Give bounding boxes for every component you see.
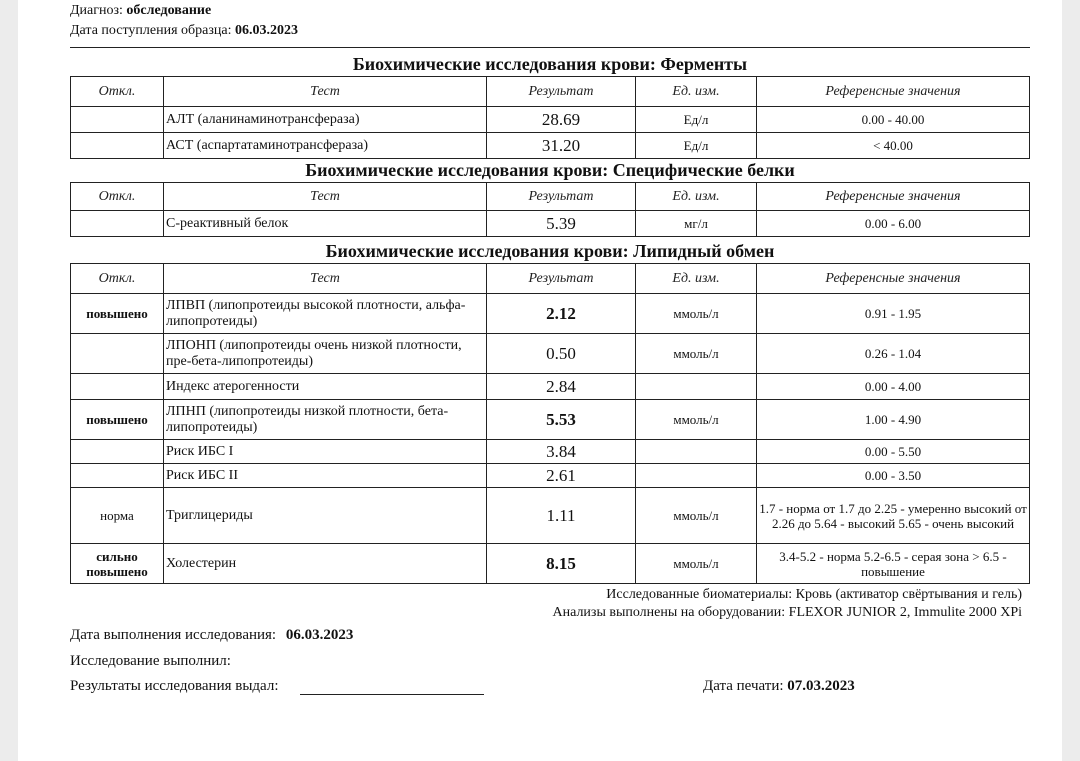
- row-unit: ммоль/л: [636, 400, 757, 440]
- sample-date-label: Дата поступления образца:: [70, 23, 232, 38]
- row-test: ЛПНП (липопротеиды низкой плотности, бета-липопротеиды): [164, 400, 487, 440]
- exec-date-label: Дата выполнения исследования:: [70, 627, 277, 643]
- exec-date-value: 06.03.2023: [285, 627, 354, 643]
- table-row: [71, 211, 1030, 237]
- row-unit: мг/л: [636, 211, 757, 237]
- row-reference: 0.00 - 3.50: [757, 464, 1030, 488]
- row-result: 28.69: [487, 107, 636, 133]
- row-unit: ммоль/л: [636, 334, 757, 374]
- row-result: 1.11: [487, 488, 636, 544]
- row-test: Индекс атерогенности: [164, 374, 487, 400]
- col-result: Результат: [487, 77, 636, 107]
- row-unit: ммоль/л: [636, 488, 757, 544]
- row-test: Триглицериды: [164, 488, 487, 544]
- row-unit: [636, 440, 757, 464]
- table-header-row: [71, 77, 1030, 107]
- row-flag: сильно повышено: [71, 544, 164, 584]
- row-reference: 0.00 - 5.50: [757, 440, 1030, 464]
- row-unit: [636, 374, 757, 400]
- signature-line: [300, 680, 484, 695]
- section-title-enzymes: Биохимические исследования крови: Ферменты: [352, 54, 748, 74]
- row-flag: [71, 107, 164, 133]
- row-test: Риск ИБС I: [164, 440, 487, 464]
- row-flag: повышено: [71, 294, 164, 334]
- row-flag: [71, 440, 164, 464]
- performed-by-line: [70, 653, 231, 670]
- sample-date-line: [70, 23, 298, 39]
- table-header-row: [71, 264, 1030, 294]
- issued-by-line: [70, 678, 484, 695]
- col-flag: Откл.: [71, 264, 164, 294]
- row-reference: 0.00 - 4.00: [757, 374, 1030, 400]
- row-test: ЛПОНП (липопротеиды очень низкой плотности, пре-бета-липопротеиды): [164, 334, 487, 374]
- col-test: Тест: [164, 183, 487, 211]
- row-result: 0.50: [487, 334, 636, 374]
- table-row: [71, 488, 1030, 544]
- row-test: Холестерин: [164, 544, 487, 584]
- row-result: 3.84: [487, 440, 636, 464]
- biomaterials-note: Исследованные биоматериалы: Кровь (активатор свёртывания и гель): [606, 587, 1022, 602]
- table-row: [71, 440, 1030, 464]
- row-flag: повышено: [71, 400, 164, 440]
- table-row: [71, 544, 1030, 584]
- row-reference: 3.4-5.2 - норма 5.2-6.5 - серая зона > 6.5 - повышение: [757, 544, 1030, 584]
- table-row: [71, 334, 1030, 374]
- col-result: Результат: [487, 264, 636, 294]
- row-result: 8.15: [487, 544, 636, 584]
- row-test: ЛПВП (липопротеиды высокой плотности, альфа-липопротеиды): [164, 294, 487, 334]
- col-reference: Референсные значения: [757, 183, 1030, 211]
- row-result: 31.20: [487, 133, 636, 159]
- table-row: [71, 107, 1030, 133]
- row-unit: ммоль/л: [636, 294, 757, 334]
- col-unit: Ед. изм.: [636, 264, 757, 294]
- table-row: [71, 294, 1030, 334]
- table-header-row: [71, 183, 1030, 211]
- row-result: 5.39: [487, 211, 636, 237]
- row-reference: 0.00 - 6.00: [757, 211, 1030, 237]
- table-row: [71, 464, 1030, 488]
- print-date-value: 07.03.2023: [787, 678, 855, 694]
- col-reference: Референсные значения: [757, 264, 1030, 294]
- section-title-proteins: Биохимические исследования крови: Специфические белки: [305, 160, 795, 180]
- row-flag: [71, 374, 164, 400]
- equipment-note: Анализы выполнены на оборудовании: FLEXOR JUNIOR 2, Immulite 2000 XPi: [552, 605, 1022, 620]
- row-unit: [636, 464, 757, 488]
- col-test: Тест: [164, 77, 487, 107]
- col-reference: Референсные значения: [757, 77, 1030, 107]
- row-flag: [71, 133, 164, 159]
- col-result: Результат: [487, 183, 636, 211]
- row-flag: [71, 211, 164, 237]
- col-test: Тест: [164, 264, 487, 294]
- row-result: 5.53: [487, 400, 636, 440]
- row-result: 2.84: [487, 374, 636, 400]
- col-flag: Откл.: [71, 183, 164, 211]
- row-unit: Ед/л: [636, 133, 757, 159]
- row-reference: < 40.00: [757, 133, 1030, 159]
- row-reference: 0.26 - 1.04: [757, 334, 1030, 374]
- table-row: [71, 133, 1030, 159]
- row-unit: ммоль/л: [636, 544, 757, 584]
- proteins-table: [70, 182, 1030, 237]
- row-test: АСТ (аспартатаминотрансфераза): [164, 133, 487, 159]
- col-unit: Ед. изм.: [636, 183, 757, 211]
- header-divider: [70, 47, 1030, 48]
- row-test: С-реактивный белок: [164, 211, 487, 237]
- col-flag: Откл.: [71, 77, 164, 107]
- issued-by-label: Результаты исследования выдал:: [70, 678, 279, 694]
- lipids-table: [70, 263, 1030, 584]
- row-flag: [71, 334, 164, 374]
- row-result: 2.61: [487, 464, 636, 488]
- row-flag: норма: [71, 488, 164, 544]
- row-reference: 1.00 - 4.90: [757, 400, 1030, 440]
- print-date-label: Дата печати:: [703, 678, 784, 694]
- row-result: 2.12: [487, 294, 636, 334]
- row-reference: 0.91 - 1.95: [757, 294, 1030, 334]
- print-date-line: [703, 678, 855, 695]
- row-unit: Ед/л: [636, 107, 757, 133]
- row-flag: [71, 464, 164, 488]
- performed-by-label: Исследование выполнил:: [70, 653, 231, 669]
- exec-date-line: [70, 627, 353, 644]
- enzymes-table: [70, 76, 1030, 159]
- diagnosis-value: обследование: [126, 3, 212, 18]
- section-title-lipids: Биохимические исследования крови: Липидный обмен: [325, 241, 775, 261]
- row-test: АЛТ (аланинаминотрансфераза): [164, 107, 487, 133]
- table-row: [71, 374, 1030, 400]
- row-test: Риск ИБС II: [164, 464, 487, 488]
- row-reference: 1.7 - норма от 1.7 до 2.25 - умеренно высокий от 2.26 до 5.64 - высокий 5.65 - очень высокий: [757, 488, 1030, 544]
- sample-date-value: 06.03.2023: [234, 23, 298, 38]
- diagnosis-line: [70, 3, 211, 19]
- table-row: [71, 400, 1030, 440]
- diagnosis-label: Диагноз:: [70, 3, 123, 18]
- col-unit: Ед. изм.: [636, 77, 757, 107]
- row-reference: 0.00 - 40.00: [757, 107, 1030, 133]
